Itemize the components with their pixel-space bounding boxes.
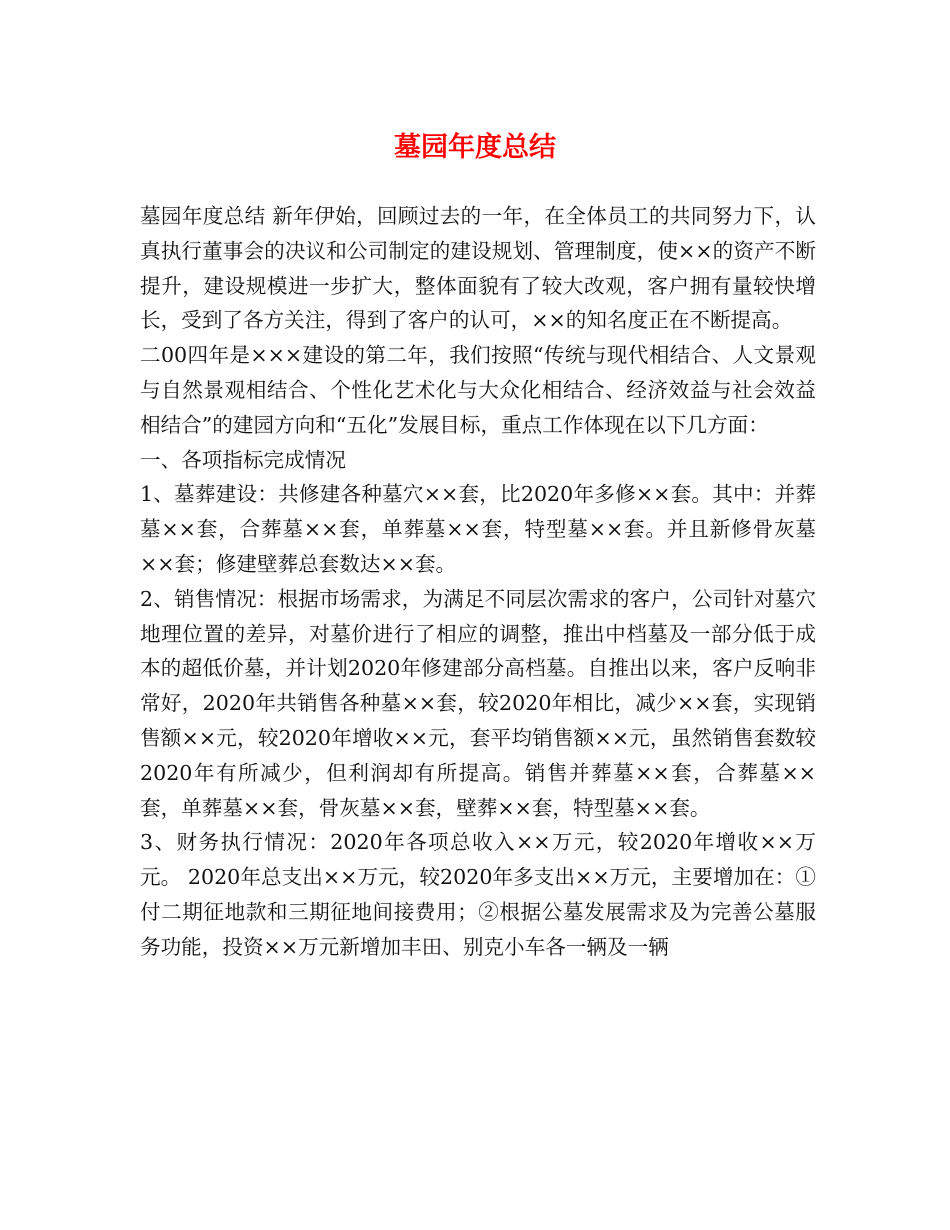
section-heading-indicators: 一、各项指标完成情况 — [140, 447, 346, 472]
document-title: 墓园年度总结 — [394, 132, 556, 163]
paragraph-2004-goals: 二00四年是×××建设的第二年，我们按照“传统与现代相结合、人文景观与自然景观相结合、个性化艺术化与大众化相结合、经济效益与社会效益相结合”的建园方向和“五化”发展目标，重点工作体现在以下几方面： — [140, 343, 816, 437]
paragraph-sales: 2、销售情况：根据市场需求，为满足不同层次需求的客户，公司针对墓穴地理位置的差异，对墓价进行了相应的调整，推出中档墓及一部分低于成本的超低价墓，并计划2020年修建部分高档墓。自推出以来，客户反响非常好，2020年共销售各种墓××套，较2020年相比，减少××套，实现销售额××元，较2020年增收××元，套平均销售额××元，虽然销售套数较2020年有所减少，但利润却有所提高。销售并葬墓××套，合葬墓××套，单葬墓××套，骨灰墓××套，壁葬××套，特型墓××套。 — [140, 586, 816, 820]
document-body — [140, 199, 816, 965]
paragraph-finance: 3、财务执行情况：2020年各项总收入××万元，较2020年增收××万元。 2020年总支出××万元，较2020年多支出××万元，主要增加在：①付二期征地款和三期征地间接费用；②根据公墓发展需求及为完善公墓服务功能，投资××万元新增加丰田、别克小车各一辆及一辆 — [140, 830, 816, 959]
paragraph-intro: 墓园年度总结 新年伊始，回顾过去的一年，在全体员工的共同努力下，认真执行董事会的决议和公司制定的建设规划、管理制度，使××的资产不断提升，建设规模进一步扩大，整体面貌有了较大改观，客户拥有量较快增长，受到了各方关注，得到了客户的认可，××的知名度正在不断提高。 — [140, 204, 816, 333]
paragraph-tomb-construction: 1、墓葬建设：共修建各种墓穴××套，比2020年多修××套。其中：并葬墓××套，合葬墓××套，单葬墓××套，特型墓××套。并且新修骨灰墓××套；修建壁葬总套数达××套。 — [140, 482, 816, 576]
